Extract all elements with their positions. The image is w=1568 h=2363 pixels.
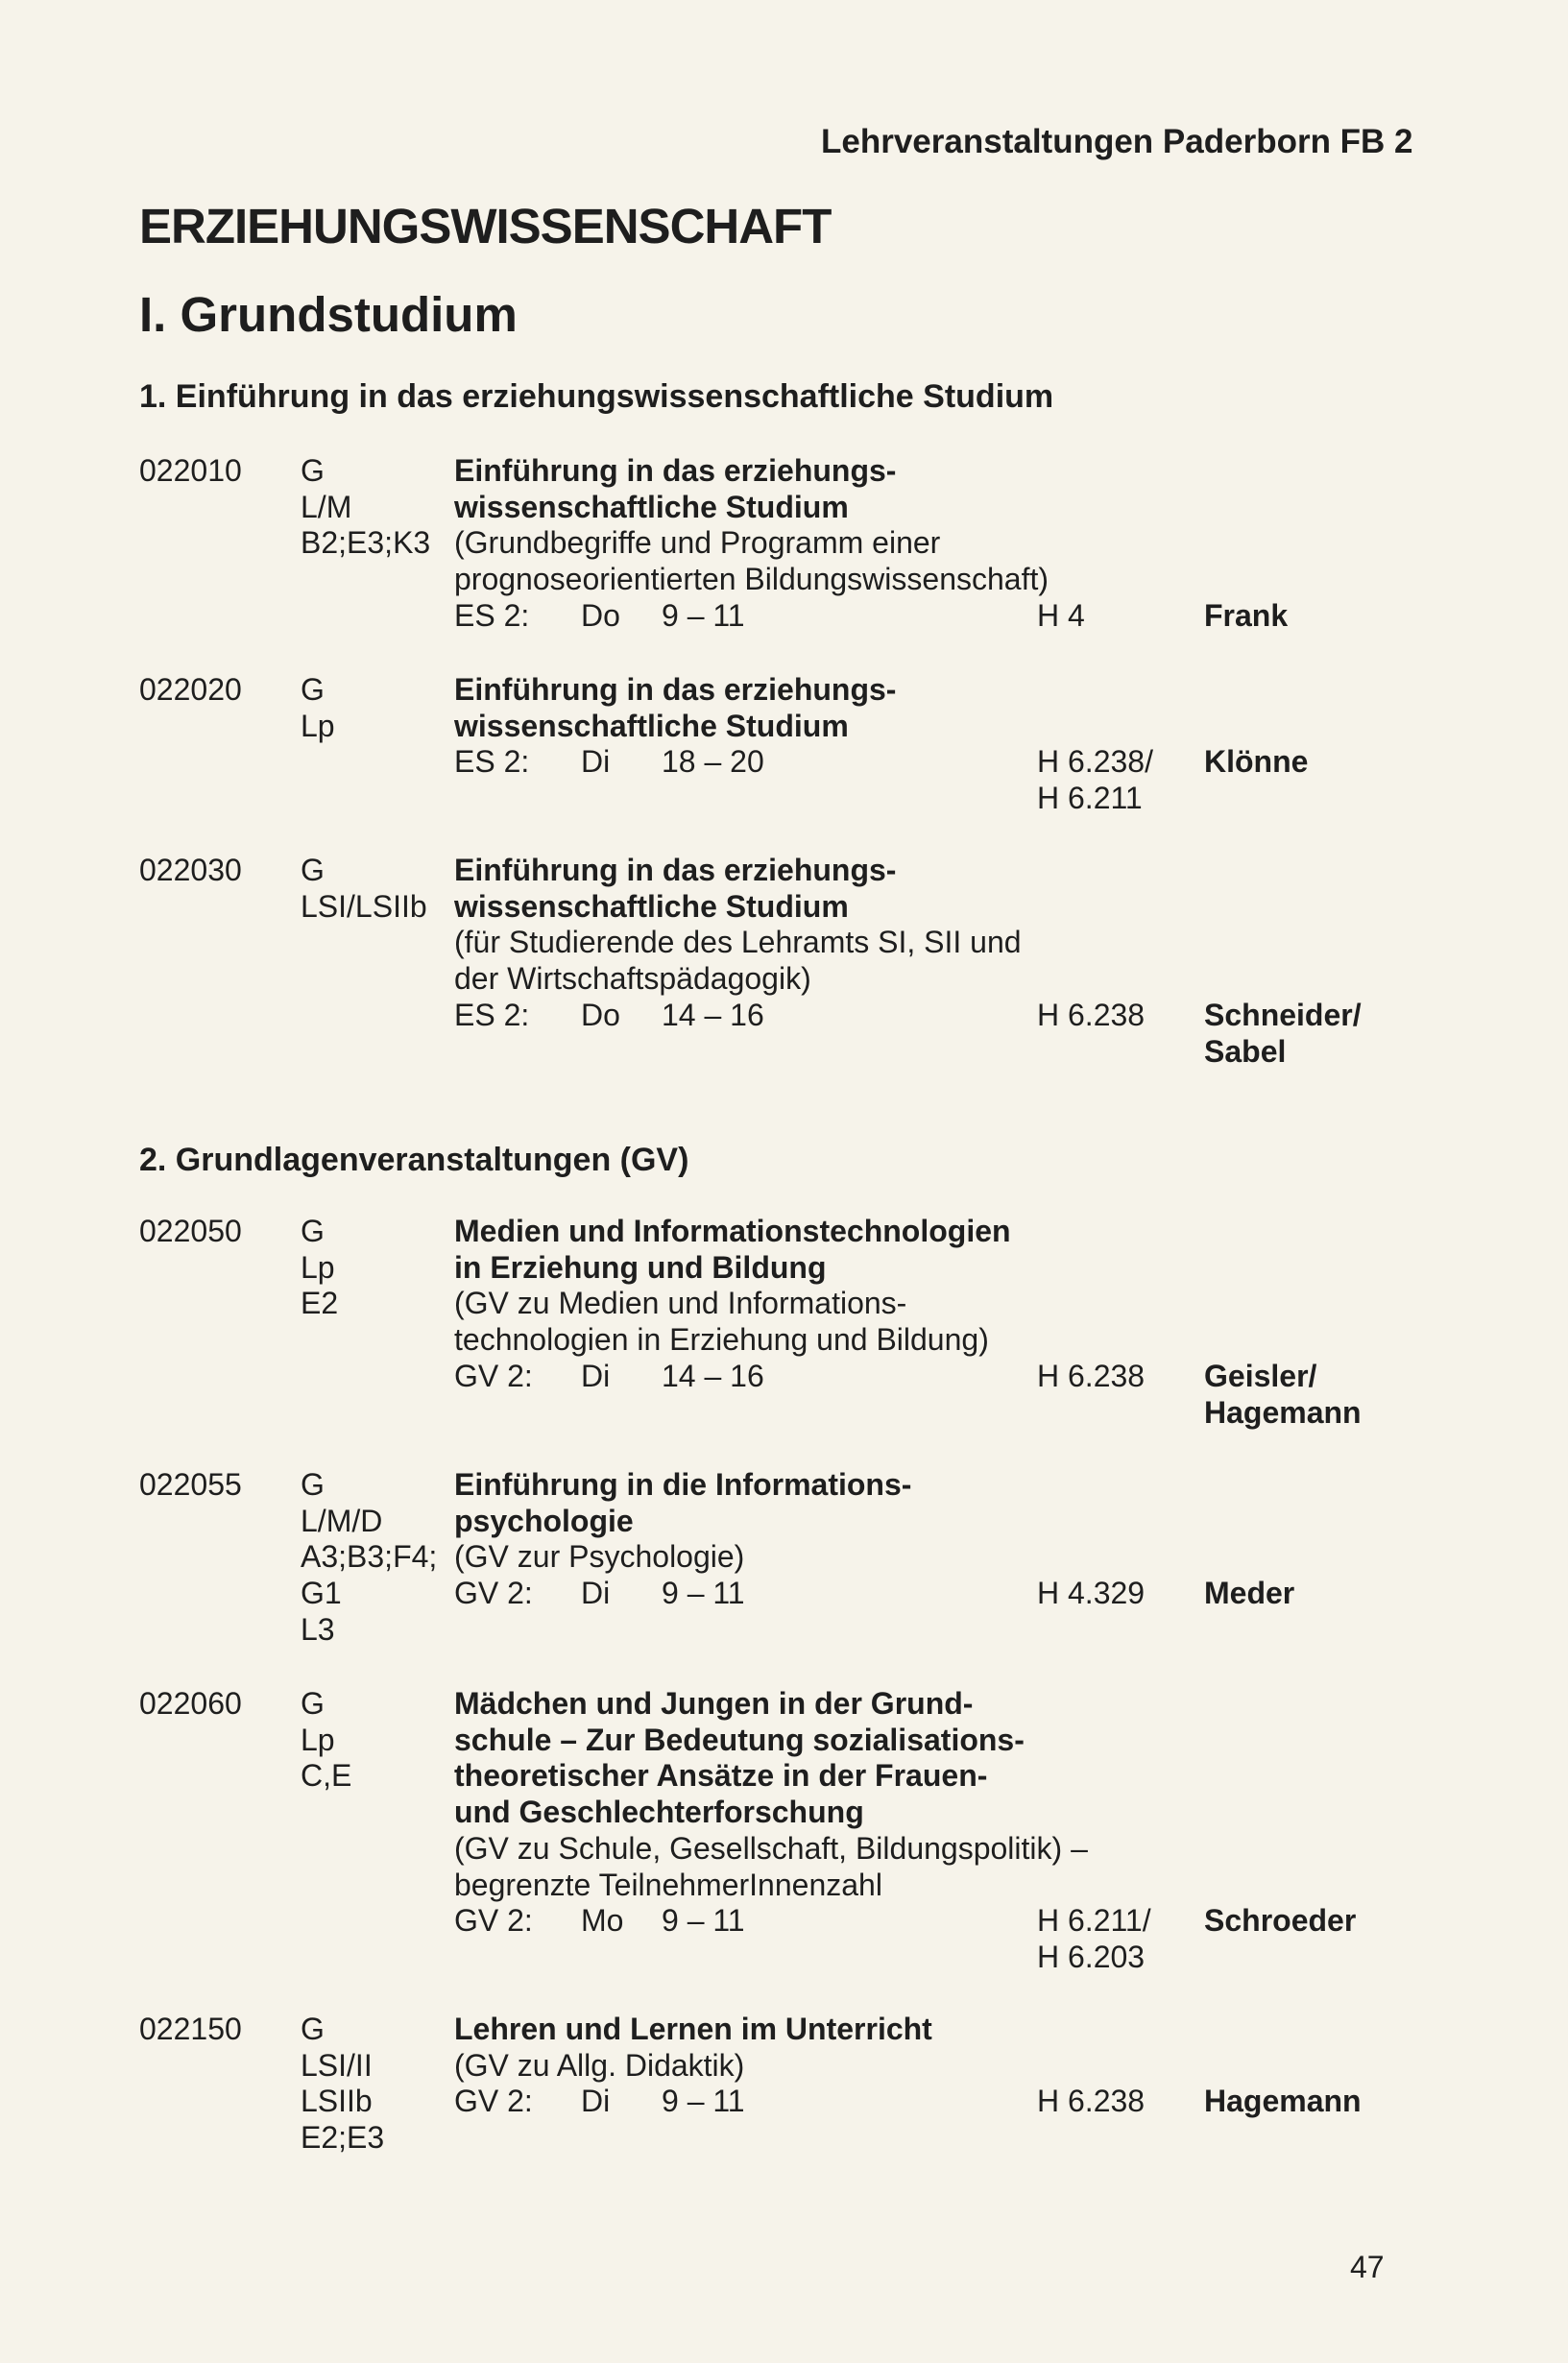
course-schedule <box>454 598 1049 635</box>
course-code: G <box>301 1467 325 1502</box>
course-number: 022060 <box>139 1686 242 1721</box>
course-info <box>454 672 896 781</box>
course-title-line: Einführung in das erziehungs- <box>454 853 897 887</box>
course-lecturer <box>1204 2084 1362 2120</box>
course-lecturer <box>1204 1903 1356 1940</box>
course-room <box>1037 2084 1145 2120</box>
course-title-line: schule – Zur Bedeutung sozialisations- <box>454 1722 1025 1757</box>
course-code: B2;E3;K3 <box>301 525 431 561</box>
course-description-line: prognoseorientierten Bildungswissenschaft) <box>454 562 1049 597</box>
course-code: LSI/II <box>301 2047 373 2083</box>
lecturer-line: Frank <box>1204 597 1289 633</box>
course-codes <box>301 2012 384 2157</box>
lecturer-line: Schroeder <box>1204 1903 1357 1939</box>
course-type: ES 2: <box>454 744 530 780</box>
course-type: GV 2: <box>454 1576 533 1611</box>
room-line: H 6.211/ <box>1037 1903 1151 1939</box>
course-title-line: und Geschlechterforschung <box>454 1795 864 1830</box>
course-number: 022010 <box>139 453 242 488</box>
course-schedule <box>454 1359 1011 1395</box>
course-codes <box>301 1686 351 1795</box>
course-codes <box>301 1467 437 1649</box>
course-time: 18 – 20 <box>662 744 764 780</box>
section-heading: 2. Grundlagenveranstaltungen (GV) <box>139 1142 689 1178</box>
course-schedule <box>454 1576 911 1612</box>
course-number: 022030 <box>139 853 242 887</box>
course-description-line: (Grundbegriffe und Programm einer <box>454 525 941 561</box>
room-line: H 6.238 <box>1037 1358 1146 1393</box>
course-title-line: wissenschaftliche Studium <box>454 708 849 743</box>
course-description-line: (GV zu Schule, Gesellschaft, Bildungspolitik) – <box>454 1830 1088 1866</box>
room-line: H 6.211 <box>1037 781 1143 816</box>
course-description-line: der Wirtschaftspädagogik) <box>454 961 811 997</box>
course-type: GV 2: <box>454 2084 533 2119</box>
course-info <box>454 1214 1011 1395</box>
course-code: LSI/LSIIb <box>301 888 427 924</box>
course-day: Mo <box>581 1903 624 1939</box>
course-day: Di <box>581 744 611 780</box>
course-code: G <box>301 672 325 707</box>
course-code: G <box>301 1214 325 1248</box>
course-info <box>454 453 1049 635</box>
course-code: LSIIb <box>301 2084 373 2119</box>
course-info <box>454 2012 932 2120</box>
course-number: 022050 <box>139 1214 242 1248</box>
course-code: L/M/D <box>301 1503 383 1538</box>
course-room <box>1037 1903 1151 1975</box>
course-time: 9 – 11 <box>662 597 745 633</box>
course-title-line: Einführung in die Informations- <box>454 1467 912 1502</box>
course-lecturer <box>1204 998 1362 1070</box>
course-title-line: Medien und Informationstechnologien <box>454 1214 1011 1248</box>
course-title-line: Einführung in das erziehungs- <box>454 453 897 488</box>
course-room <box>1037 598 1085 635</box>
course-time: 9 – 11 <box>662 1576 745 1611</box>
course-schedule <box>454 1903 1088 1940</box>
room-line: H 4.329 <box>1037 1576 1146 1611</box>
page-subtitle: I. Grundstudium <box>139 287 518 342</box>
room-line: H 6.203 <box>1037 1939 1146 1974</box>
course-day: Do <box>581 997 620 1032</box>
course-lecturer <box>1204 1576 1294 1612</box>
course-info <box>454 1467 911 1612</box>
course-codes <box>301 672 335 744</box>
course-room <box>1037 1359 1145 1395</box>
course-description-line: (für Studierende des Lehramts SI, SII und <box>454 925 1022 960</box>
lecturer-line: Schneider/ <box>1204 997 1362 1032</box>
course-code: E2 <box>301 1286 339 1321</box>
page-number: 47 <box>1350 2250 1385 2284</box>
course-schedule <box>454 998 1022 1034</box>
lecturer-line: Geisler/ <box>1204 1358 1317 1393</box>
course-time: 9 – 11 <box>662 1903 745 1939</box>
course-type: ES 2: <box>454 597 530 633</box>
course-room <box>1037 744 1153 816</box>
course-description-line: (GV zu Allg. Didaktik) <box>454 2047 745 2083</box>
course-title-line: Mädchen und Jungen in der Grund- <box>454 1686 974 1721</box>
lecturer-line: Meder <box>1204 1576 1295 1611</box>
course-description-line: begrenzte TeilnehmerInnenzahl <box>454 1867 882 1902</box>
room-line: H 6.238 <box>1037 997 1146 1032</box>
course-codes <box>301 1214 338 1322</box>
course-code: Lp <box>301 1249 335 1285</box>
course-codes <box>301 853 427 925</box>
course-day: Di <box>581 1358 611 1393</box>
running-header: Lehrveranstaltungen Paderborn FB 2 <box>821 123 1413 160</box>
course-type: ES 2: <box>454 997 530 1032</box>
course-schedule <box>454 744 896 781</box>
course-title-line: psychologie <box>454 1503 634 1538</box>
course-description-line: technologien in Erziehung und Bildung) <box>454 1322 989 1358</box>
course-code: G <box>301 1686 325 1721</box>
course-info <box>454 853 1022 1034</box>
course-code: L/M <box>301 489 352 524</box>
page-title: ERZIEHUNGSWISSENSCHAFT <box>139 199 832 253</box>
course-title-line: in Erziehung und Bildung <box>454 1249 827 1285</box>
course-time: 14 – 16 <box>662 997 764 1032</box>
course-lecturer <box>1204 744 1308 781</box>
room-line: H 6.238 <box>1037 2084 1146 2119</box>
course-room <box>1037 1576 1145 1612</box>
course-lecturer <box>1204 1359 1362 1431</box>
course-title-line: wissenschaftliche Studium <box>454 888 849 924</box>
course-title-line: Einführung in das erziehungs- <box>454 672 897 707</box>
course-code: L3 <box>301 1611 335 1647</box>
course-type: GV 2: <box>454 1358 533 1393</box>
course-description-line: (GV zur Psychologie) <box>454 1539 745 1575</box>
course-day: Do <box>581 597 620 633</box>
room-line: H 6.238/ <box>1037 744 1153 780</box>
course-time: 9 – 11 <box>662 2084 745 2119</box>
course-code: Lp <box>301 708 335 743</box>
course-day: Di <box>581 1576 611 1611</box>
course-day: Di <box>581 2084 611 2119</box>
course-info <box>454 1686 1088 1940</box>
course-title-line: Lehren und Lernen im Unterricht <box>454 2012 932 2046</box>
course-code: G <box>301 2012 325 2046</box>
course-type: GV 2: <box>454 1903 533 1939</box>
lecturer-line: Sabel <box>1204 1033 1287 1069</box>
course-description-line: (GV zu Medien und Informations- <box>454 1286 907 1321</box>
course-number: 022020 <box>139 672 242 707</box>
course-number: 022150 <box>139 2012 242 2046</box>
course-code: G <box>301 453 325 488</box>
course-number: 022055 <box>139 1467 242 1502</box>
section-heading: 1. Einführung in das erziehungswissenschaftliche Studium <box>139 378 1054 415</box>
course-code: G <box>301 853 325 887</box>
course-title-line: theoretischer Ansätze in der Frauen- <box>454 1758 988 1794</box>
course-room <box>1037 998 1145 1034</box>
course-time: 14 – 16 <box>662 1358 764 1393</box>
course-codes <box>301 453 430 562</box>
course-code: Lp <box>301 1722 335 1757</box>
course-code: C,E <box>301 1758 352 1794</box>
course-code: G1 <box>301 1576 342 1611</box>
room-line: H 4 <box>1037 597 1085 633</box>
course-code: E2;E3 <box>301 2120 385 2156</box>
lecturer-line: Klönne <box>1204 744 1309 780</box>
course-title-line: wissenschaftliche Studium <box>454 489 849 524</box>
lecturer-line: Hagemann <box>1204 1394 1362 1430</box>
course-code: A3;B3;F4; <box>301 1539 438 1575</box>
course-lecturer <box>1204 598 1288 635</box>
lecturer-line: Hagemann <box>1204 2084 1362 2119</box>
course-schedule <box>454 2084 932 2120</box>
